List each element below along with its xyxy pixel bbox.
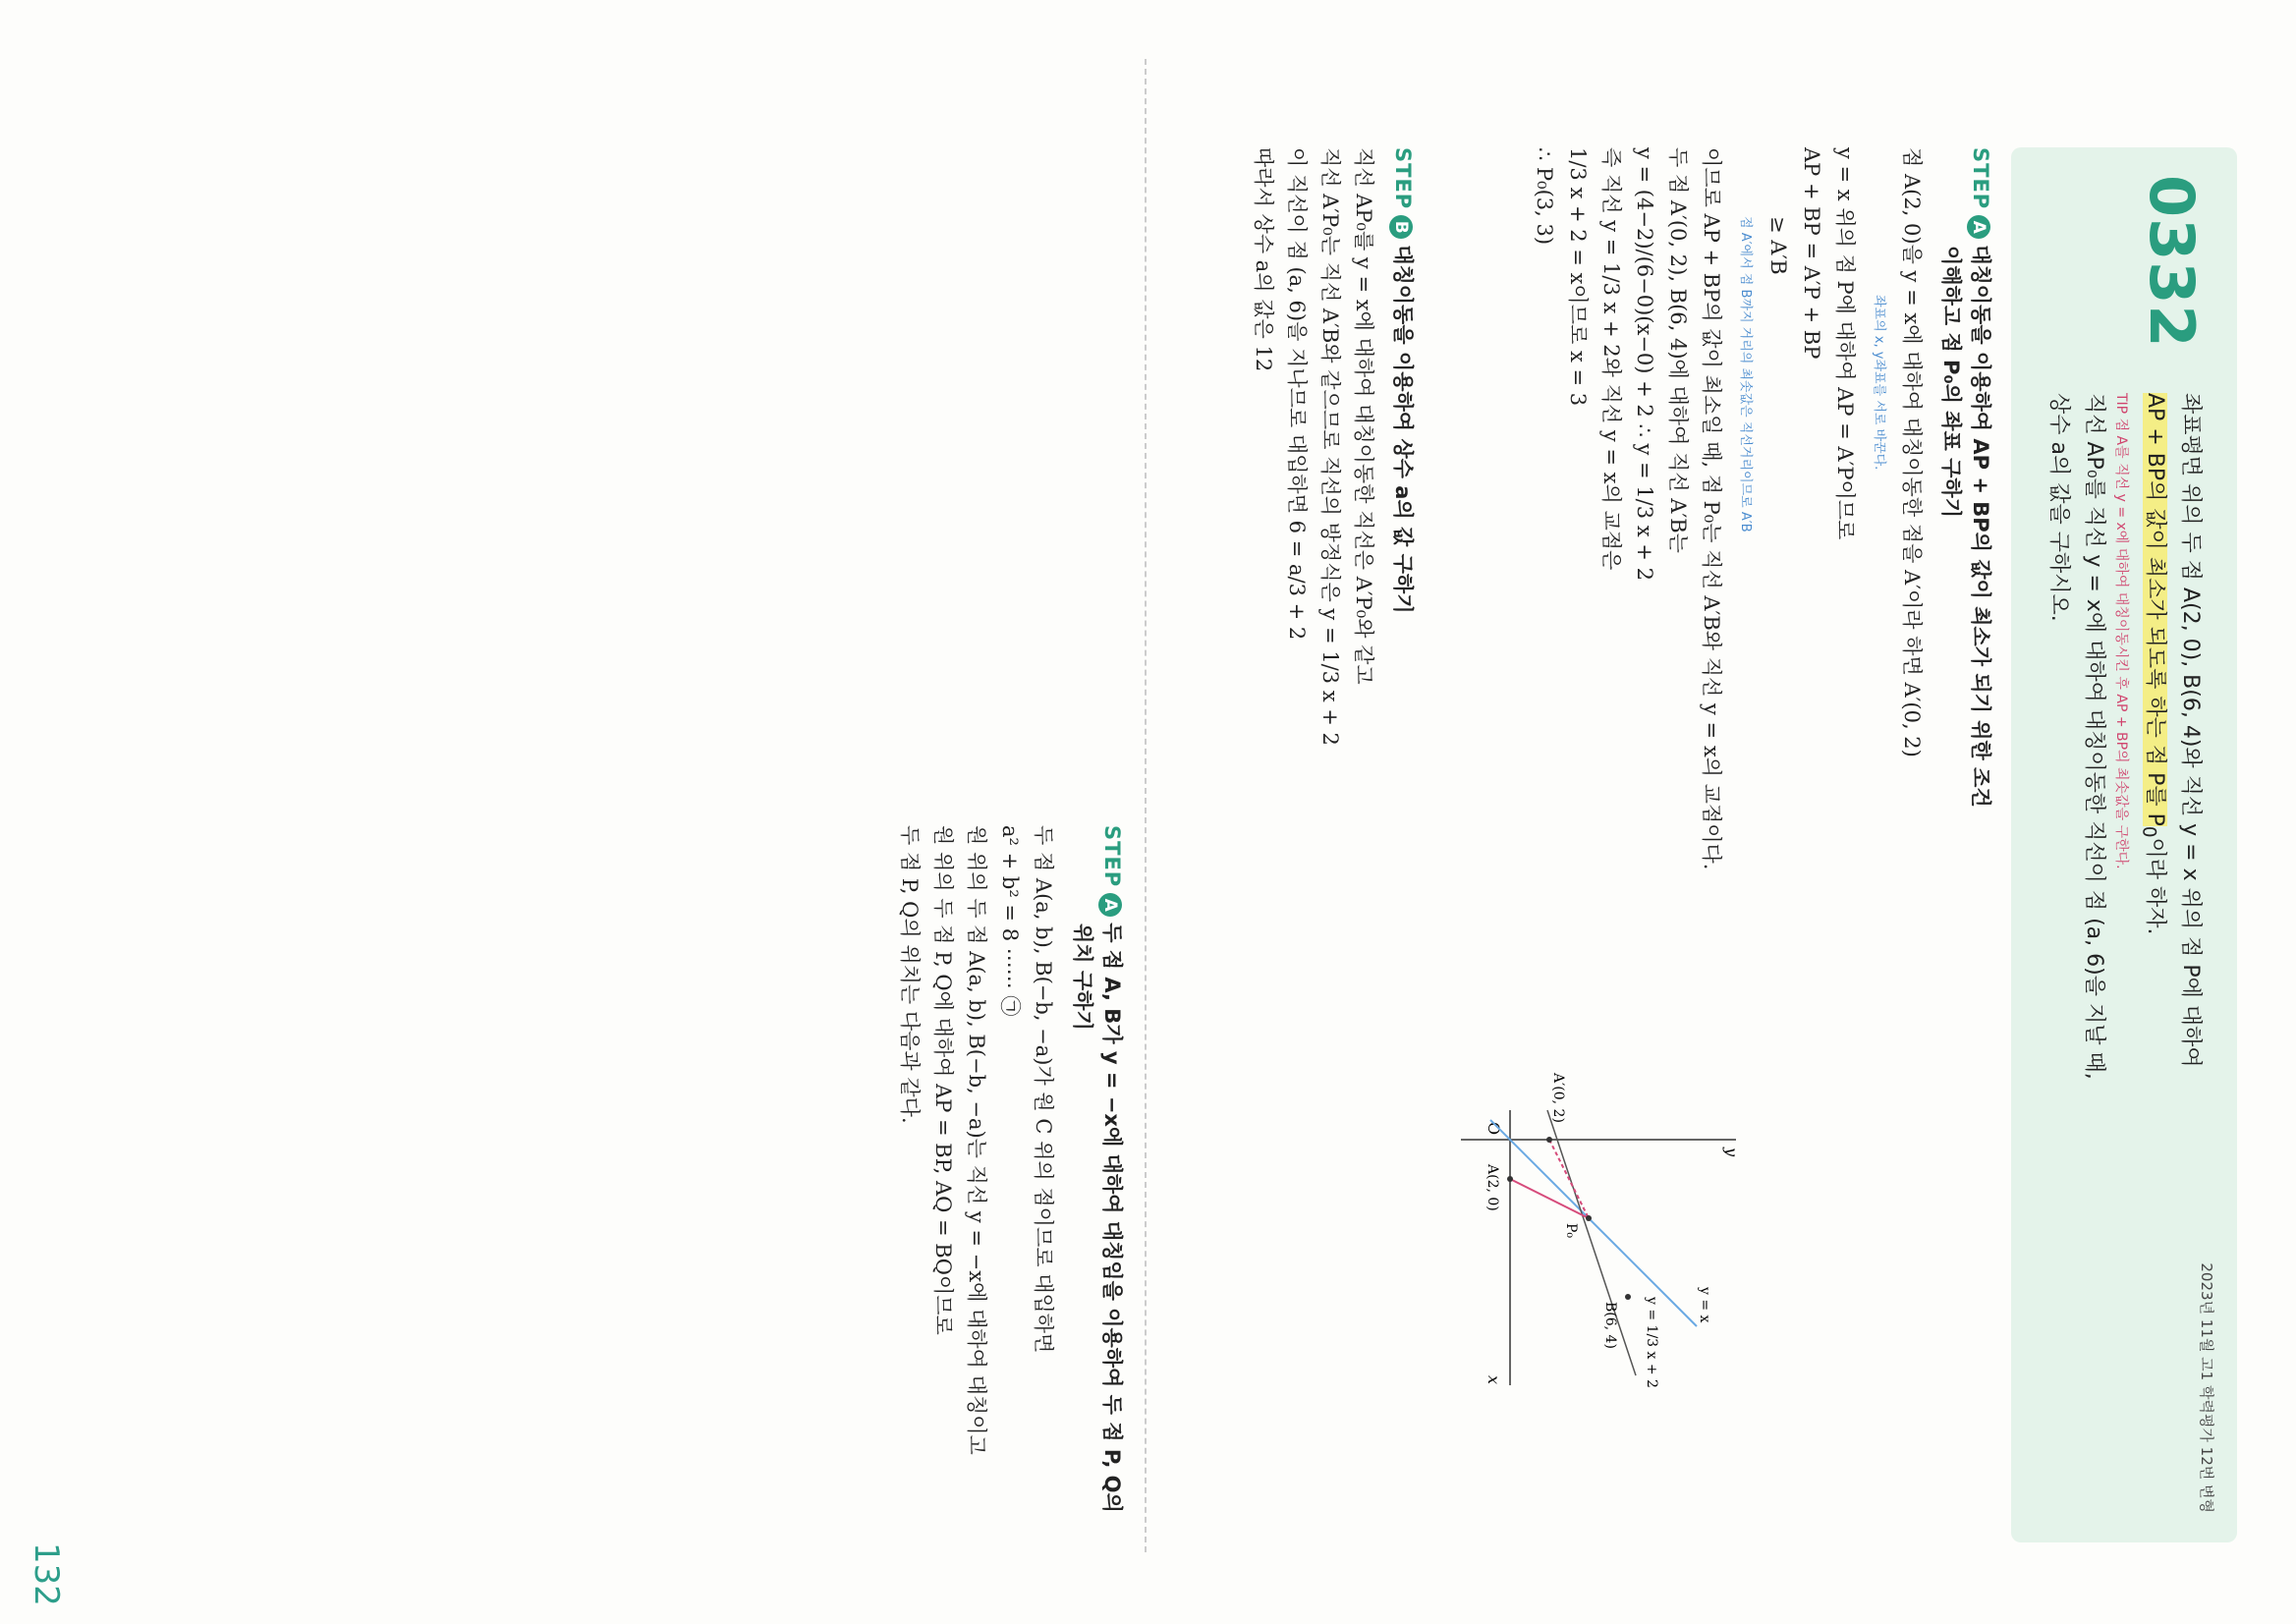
problem-source: 2023년 11월 고1 학력평가 12번 변형 (2198, 1262, 2215, 1513)
question-text: 좌표평면 위의 두 점 A(2, 0), B(6, 4)와 직선 y = x 위의 점 P에 대하여 AP + BP의 값이 최소가 되도록 하는 점 P를 $P_0$이라 하자. TIP 점 A를 직선 y = x에 대하여 대칭이동시킨 후 AP + BP의 최솟값을 구한다. 직선 AP₀를 직선 y = x에 대하여 대칭이동한 직선이 점 (a, 6)을 지날 때, 상수 a의 값을 구하시오. (2045, 393, 2203, 1080)
svg-text:P₀: P₀ (1563, 1223, 1579, 1239)
step-a-title: STEPA대칭이동을 이용하여 AP + BP의 값이 최소가 되기 위한 조건 이해하고 점 P₀의 좌표 구하기 (1939, 147, 1992, 808)
svg-text:A(2, 0): A(2, 0) (1484, 1164, 1500, 1211)
svg-text:y: y (1722, 1148, 1741, 1157)
svg-text:O: O (1484, 1122, 1503, 1136)
solution-0332: STEPA대칭이동을 이용하여 AP + BP의 값이 최소가 되기 위한 조건 이해하고 점 P₀의 좌표 구하기 점 A(2, 0)을 y = x에 대하여 대칭이동한 점을 A′이라 하면 A′(0, 2) 좌표의 x, y좌표를 서로 바꾼다. y = x 위의 점 P에 대하여 AP = A′P이므로 AP + BP = A′P + BP ≥ A′B 점 A′에서 점 B까지 거리의 최솟값은 직선거리이므로 A′B 이므로 AP + BP의 값이 최소일 때, 점 P₀는 직선 A′B와 직선 y = x의 교점이다. 두 점 A′(0, 2), B(6, 4)에 대하여 직선 A′B는 y = (4−2)/(6−0)(x−0) + 2 ∴ y = 1/3 x + 2 즉 직선 y = 1/3 x + 2와 직선 y = x의 교점은 1/3 x + 2 = x이므로 x = 3 ∴ P₀(3, 3) x y O y = x y = 1/3 x + 2 A(2, 0) A′(0, 2) B(6, 4) P₀ (1451, 147, 2001, 1542)
page-divider (1145, 59, 1147, 1552)
step-b-0332: STEPB대칭이동을 이용하여 상수 a의 값 구하기 직선 AP₀를 y = x에 대하여 대칭이동한 직선은 A′P₀와 같고 직선 A′P₀는 직선 A′B와 같으므로 직선의 방정식은 y = 1/3 x + 2 이 직선이 점 (a, 6)을 지나므로 대입하면 6 = a/3 + 2 따라서 상수 a의 값은 12 (1176, 147, 1431, 1032)
solution-0333-right: STEPA두 점 A, B가 y = −x에 대하여 대칭임을 이용하여 두 점 P, Q의 위치 구하기 두 점 A(a, b), B(−b, −a)가 원 C 위의 점이므로 대입하면 a² + b² = 8 ⋯⋯ ㉠ 원 위의 두 점 A(a, b), B(−b, −a)는 직선 y = −x에 대하여 대칭이고 원 위의 두 점 P, Q에 대하여 AP = BP, AQ = BQ이므로 두 점 P, Q의 위치는 다음과 같다. (85, 825, 1127, 1552)
svg-text:B(6, 4): B(6, 4) (1602, 1302, 1618, 1349)
step-a-0333-title: STEPA두 점 A, B가 y = −x에 대하여 대칭임을 이용하여 두 점 P, Q의 위치 구하기 (1071, 825, 1124, 1513)
step-b-title: STEPB대칭이동을 이용하여 상수 a의 값 구하기 (1391, 147, 1415, 614)
svg-text:A′(0, 2): A′(0, 2) (1550, 1073, 1566, 1123)
svg-text:y = x: y = x (1697, 1287, 1712, 1323)
problem-number: 0332 (2136, 175, 2208, 349)
reflection-graph (1441, 1071, 1756, 1395)
svg-text:y = 1/3 x + 2: y = 1/3 x + 2 (1644, 1297, 1659, 1388)
problem-0332-box (2011, 147, 2237, 1542)
svg-text:x: x (1484, 1375, 1503, 1385)
page-number: 132 (27, 1542, 66, 1606)
